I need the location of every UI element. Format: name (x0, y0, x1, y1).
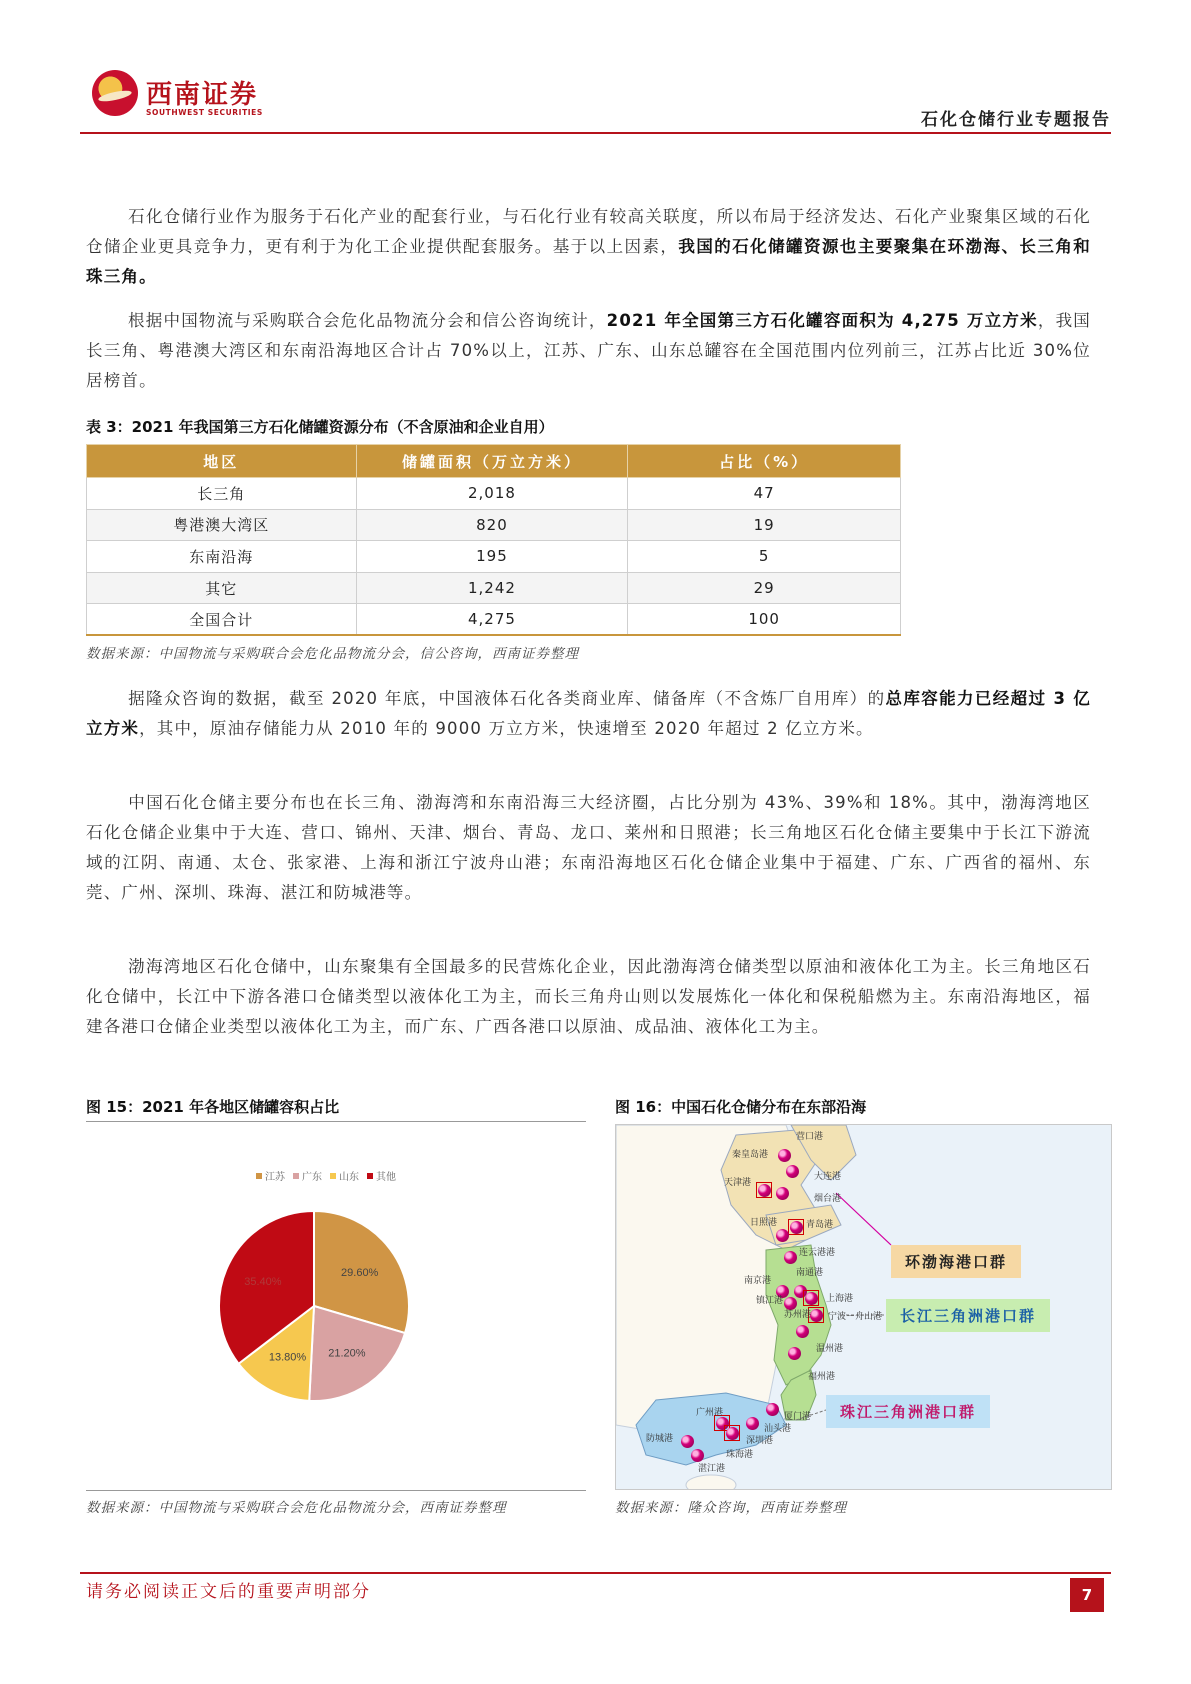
port-map (615, 1124, 1112, 1490)
port-label: 湛江港 (698, 1464, 726, 1474)
port-label: 上海港 (826, 1294, 854, 1304)
table-cell: 100 (628, 604, 901, 636)
port-label: 防城港 (646, 1434, 674, 1444)
legend-label: 广东 (302, 1172, 322, 1183)
group-label-yangtze: 长江三角洲港口群 (886, 1299, 1050, 1332)
port-label: 宁波－舟山港 (828, 1312, 883, 1322)
table-cell: 19 (628, 509, 901, 541)
table-cell: 195 (356, 541, 628, 573)
port-label: 大连港 (814, 1172, 842, 1182)
table-row (87, 604, 901, 636)
disclaimer-notice: 请务必阅读正文后的重要声明部分 (86, 1582, 371, 1602)
figure-15-source: 数据来源：中国物流与采购联合会危化品物流分会，西南证券整理 (86, 1500, 507, 1516)
paragraph-4 (86, 788, 1091, 908)
table-cell: 其它 (87, 572, 357, 604)
table-row (87, 572, 901, 604)
port-marker-icon (788, 1347, 801, 1360)
figure-15-chart (86, 1124, 586, 1490)
legend-label: 江苏 (265, 1172, 285, 1183)
port-label: 南通港 (796, 1268, 824, 1278)
paragraph-3-emphasis: 总库容能力已经超过 3 亿立方米 (86, 689, 1091, 738)
footer-divider (80, 1572, 1111, 1574)
table-cell: 2,018 (356, 478, 628, 510)
company-name-cn: 西南证券 (146, 80, 259, 110)
table-row (87, 541, 901, 573)
table-cell: 长三角 (87, 478, 357, 510)
group-label-pearl: 珠江三角洲港口群 (826, 1395, 990, 1428)
port-label: 连云港港 (799, 1248, 836, 1258)
port-label: 烟台港 (814, 1194, 842, 1204)
port-label: 青岛港 (806, 1220, 834, 1230)
table-3-caption: 表 3：2021 年我国第三方石化储罐资源分布（不含原油和企业自用） (86, 418, 554, 436)
table-cell: 4,275 (356, 604, 628, 636)
pie-data-label: 21.20% (328, 1347, 366, 1360)
port-label: 厦门港 (784, 1412, 812, 1422)
paragraph-2-text-b: ，我国长三角、粤港澳大湾区和东南沿海地区合计占 70%以上，江苏、广东、山东总罐容在全国范围内位列前三，江苏占比近 30%位居榜首。 (86, 311, 1091, 390)
paragraph-2-text-a: 根据中国物流与采购联合会危化品物流分会和信公咨询统计， (128, 311, 607, 330)
port-label: 福州港 (808, 1372, 836, 1382)
port-label: 日照港 (750, 1218, 778, 1228)
company-logo-icon (92, 70, 138, 116)
pie-data-label: 35.40% (244, 1275, 282, 1288)
port-marker-icon (805, 1292, 818, 1305)
port-label: 天津港 (724, 1178, 752, 1188)
port-label: 苏州港 (784, 1310, 812, 1320)
paragraph-4-text: 中国石化仓储主要分布也在长三角、渤海湾和东南沿海三大经济圈，占比分别为 43%、39%和 18%。其中，渤海湾地区石化仓储企业集中于大连、营口、锦州、天津、烟台、青岛、龙口、莱州和日照港；长三角地区石化仓储主要集中于长江下游流域的江阴、南通、太仓、张家港、上海和浙江宁波舟山港；东南沿海地区石化仓储企业集中于福建、广东、广西省的福州、东莞、广州、深圳、珠海、湛江和防城港等。 (86, 793, 1091, 902)
paragraph-2-emphasis: 2021 年全国第三方石化罐容面积为 4,275 万立方米 (606, 311, 1038, 330)
legend-label: 山东 (339, 1172, 359, 1183)
figure-15-top-rule (86, 1121, 586, 1122)
paragraph-1 (86, 202, 1091, 292)
table-cell: 47 (628, 478, 901, 510)
pie-data-label: 13.80% (268, 1351, 307, 1364)
group-label-bohai: 环渤海港口群 (891, 1245, 1021, 1278)
port-label: 温州港 (816, 1344, 844, 1354)
port-label: 汕头港 (764, 1424, 792, 1434)
port-label: 营口港 (796, 1132, 824, 1142)
paragraph-3-text-a: 据隆众咨询的数据，截至 2020 年底，中国液体石化各类商业库、储备库（不含炼厂自用库）的 (128, 689, 886, 708)
port-label: 深圳港 (746, 1436, 774, 1446)
paragraph-1-text: 石化仓储行业作为服务于石化产业的配套行业，与石化行业有较高关联度，所以布局于经济发达、石化产业聚集区域的石化仓储企业更具竞争力，更有利于为化工企业提供配套服务。基于以上因素， (86, 207, 1091, 256)
port-label: 南京港 (744, 1276, 772, 1286)
port-marker-icon (790, 1221, 803, 1234)
table-cell: 粤港澳大湾区 (87, 509, 357, 541)
port-marker-icon (776, 1187, 789, 1200)
port-label: 镇江港 (756, 1296, 784, 1306)
port-marker-icon (746, 1417, 759, 1430)
table-header-share: 占比（%） (628, 445, 901, 478)
paragraph-3 (86, 684, 1091, 744)
port-marker-icon (776, 1229, 789, 1242)
table-row (87, 478, 901, 510)
table-3 (86, 444, 901, 636)
table-header-capacity: 储罐面积（万立方米） (356, 445, 628, 478)
table-cell: 1,242 (356, 572, 628, 604)
port-marker-icon (796, 1325, 809, 1338)
legend-label: 其他 (376, 1172, 396, 1183)
figure-16-source: 数据来源：隆众咨询，西南证券整理 (615, 1500, 847, 1516)
table-row (87, 509, 901, 541)
port-marker-icon (810, 1309, 823, 1322)
company-name-en: SOUTHWEST SECURITIES (146, 108, 263, 117)
table-cell: 东南沿海 (87, 541, 357, 573)
figure-15-caption: 图 15：2021 年各地区储罐容积占比 (86, 1098, 340, 1116)
port-marker-icon (784, 1251, 797, 1264)
paragraph-5 (86, 952, 1091, 1042)
report-title: 石化仓储行业专题报告 (921, 110, 1111, 130)
pie-data-label: 29.60% (341, 1266, 379, 1279)
table-cell: 5 (628, 541, 901, 573)
port-label: 广州港 (696, 1408, 724, 1418)
port-marker-icon (786, 1165, 799, 1178)
figure-15-bottom-rule (86, 1490, 586, 1491)
header-divider (80, 132, 1111, 134)
page-number: 7 (1070, 1578, 1104, 1612)
paragraph-2 (86, 306, 1091, 396)
port-marker-icon (681, 1435, 694, 1448)
table-cell: 29 (628, 572, 901, 604)
port-marker-icon (766, 1403, 779, 1416)
port-marker-icon (758, 1184, 771, 1197)
paragraph-3-text-b: ，其中，原油存储能力从 2010 年的 9000 万立方米，快速增至 2020 年超过 2 亿立方米。 (139, 719, 874, 738)
paragraph-5-text: 渤海湾地区石化仓储中，山东聚集有全国最多的民营炼化企业，因此渤海湾仓储类型以原油和液体化工为主。长三角地区石化仓储中，长江中下游各港口仓储类型以液体化工为主，而长三角舟山则以发展炼化一体化和保税船燃为主。东南沿海地区，福建各港口仓储企业类型以液体化工为主，而广东、广西各港口以原油、成品油、液体化工为主。 (86, 957, 1091, 1036)
table-cell: 全国合计 (87, 604, 357, 636)
port-label: 秦皇岛港 (732, 1150, 769, 1160)
table-cell: 820 (356, 509, 628, 541)
port-marker-icon (726, 1427, 739, 1440)
figure-16-caption: 图 16：中国石化仓储分布在东部沿海 (615, 1098, 867, 1116)
port-label: 珠海港 (726, 1450, 754, 1460)
table-3-source: 数据来源：中国物流与采购联合会危化品物流分会，信公咨询，西南证券整理 (86, 646, 579, 662)
pie-chart (86, 1124, 586, 1490)
port-marker-icon (778, 1149, 791, 1162)
paragraph-1-emphasis: 我国的石化储罐资源也主要聚集在环渤海、长三角和珠三角。 (86, 237, 1091, 286)
table-header-region: 地区 (87, 445, 357, 478)
